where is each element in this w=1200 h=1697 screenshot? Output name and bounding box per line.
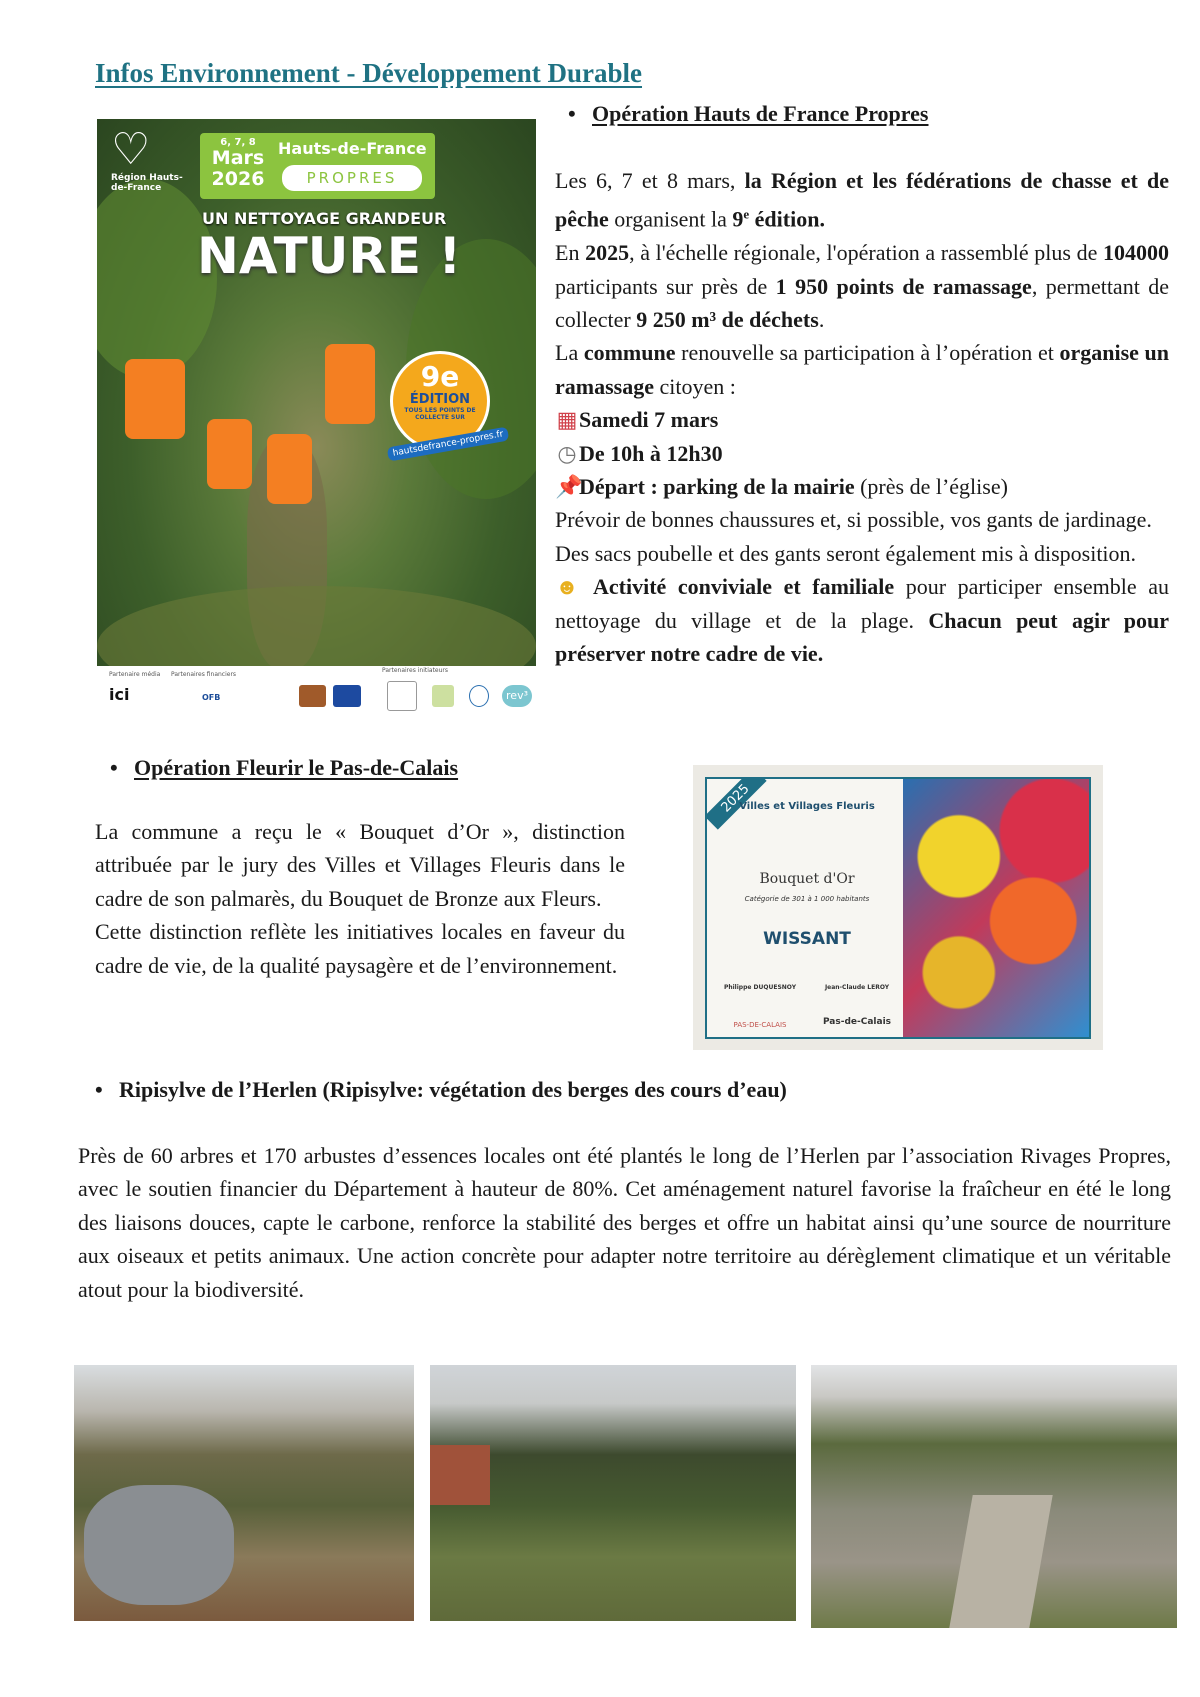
bouquet-dor-certificate: 2025 Villes et Villages Fleuris Bouquet d'Or Catégorie de 301 à 1 000 habitants WISSANT Philippe DUQUESNOY Jean-Claude LEROY PAS-DE-CALAIS Pas-de-Calais — [693, 765, 1103, 1050]
paragraph: La commune renouvelle sa participation à l’opération et organise un ramassage citoyen : — [555, 340, 1169, 399]
ici-logo: ici — [109, 685, 130, 704]
region-logo — [469, 685, 489, 707]
page-title: Infos Environnement - Développement Durable — [95, 58, 643, 88]
federation-logo — [432, 685, 454, 707]
section-fleurir-body — [95, 815, 625, 982]
event-location: 📌Départ : parking de la mairie (près de l’église) — [555, 470, 1169, 503]
event-date: ▦Samedi 7 mars — [555, 403, 1169, 436]
partner-logo — [299, 685, 326, 707]
poster-slogan: UN NETTOYAGE GRANDEUR — [202, 209, 447, 228]
hauts-de-france-propres-poster — [97, 119, 536, 666]
section-heading-fleurir: • Opération Fleurir le Pas-de-Calais — [110, 755, 459, 780]
poster-banner: 6, 7, 8 Mars 2026 Hauts-de-France PROPRES — [200, 133, 435, 199]
paragraph: ☻ Activité conviviale et familiale pour participer ensemble au nettoyage du village et de la plage. Chacun peut agir pour préserver notre cadre de vie. — [555, 570, 1169, 670]
section-heading-hdf-propres: • Opération Hauts de France Propres — [568, 101, 929, 126]
section-ripisylve-body: Près de 60 arbres et 170 arbustes d’essences locales ont été plantés le long de l’Herlen par l’association Rivages Propres, avec le soutien financier du Département à hauteur de 80%. Cet aménagement naturel favorise la fraîcheur en été le long des liaisons douces, capte le carbone, renforce la stabilité des berges et offre un habitat ainsi qu’une source de nourriture aux oiseaux et petits animaux. Une action concrète pour adapter notre territoire au dérèglement climatique et un véritable atout pour la biodiversité. — [78, 1143, 1171, 1302]
region-logo: ♡ Région Hauts-de-France — [111, 124, 183, 193]
photo-planted-trees — [430, 1365, 796, 1621]
rev-logo: rev³ — [502, 685, 532, 707]
section-hdf-propres-body — [555, 164, 1169, 670]
clock-icon: ◷ — [557, 440, 577, 466]
paragraph: En 2025, à l'échelle régionale, l'opération a rassemblé plus de 104000 participants sur près de 1 950 points de ramassage, permettant de collecter 9 250 m³ de déchets. — [555, 240, 1169, 332]
paragraph: La commune a reçu le « Bouquet d’Or », distinction attribuée par le jury des Villes et Villages Fleuris dans le cadre de son palmarès, du Bouquet de Bronze aux Fleurs. — [95, 819, 625, 911]
paragraph: Des sacs poubelle et des gants seront également mis à disposition. — [555, 540, 1137, 566]
paragraph: Les 6, 7 et 8 mars, la Région et les fédérations de chasse et de pêche organisent la 9e édition. — [555, 168, 1169, 232]
poster-headline: NATURE ! — [197, 227, 462, 285]
paragraph: Prévoir de bonnes chaussures et, si possible, vos gants de jardinage. — [555, 507, 1152, 533]
photo-path-riverbank — [811, 1365, 1177, 1628]
photo-river-planting — [74, 1365, 414, 1621]
ofb-logo: OFB — [202, 693, 221, 702]
event-time: ◷ De 10h à 12h30 — [555, 437, 1169, 470]
paragraph: Cette distinction reflète les initiatives locales en faveur du cadre de vie, de la qualité paysagère et de l’environnement. — [95, 919, 625, 978]
family-icon: ☻ — [555, 574, 579, 600]
pushpin-icon: 📌 — [555, 473, 583, 499]
poster-partners: Partenaire média Partenaires financiers Partenaires initiateurs ici OFB rev³ — [97, 669, 536, 717]
poster-url: hautsdefrance-propres.fr — [387, 427, 510, 462]
eu-flag-logo — [333, 685, 361, 707]
calendar-icon: ▦ — [556, 407, 578, 433]
edition-badge: 9e ÉDITION TOUS LES POINTS DE COLLECTE SUR — [390, 351, 490, 451]
section-heading-ripisylve: • Ripisylve de l’Herlen (Ripisylve: végétation des berges des cours d’eau) — [95, 1077, 787, 1102]
federation-logo — [387, 681, 417, 711]
